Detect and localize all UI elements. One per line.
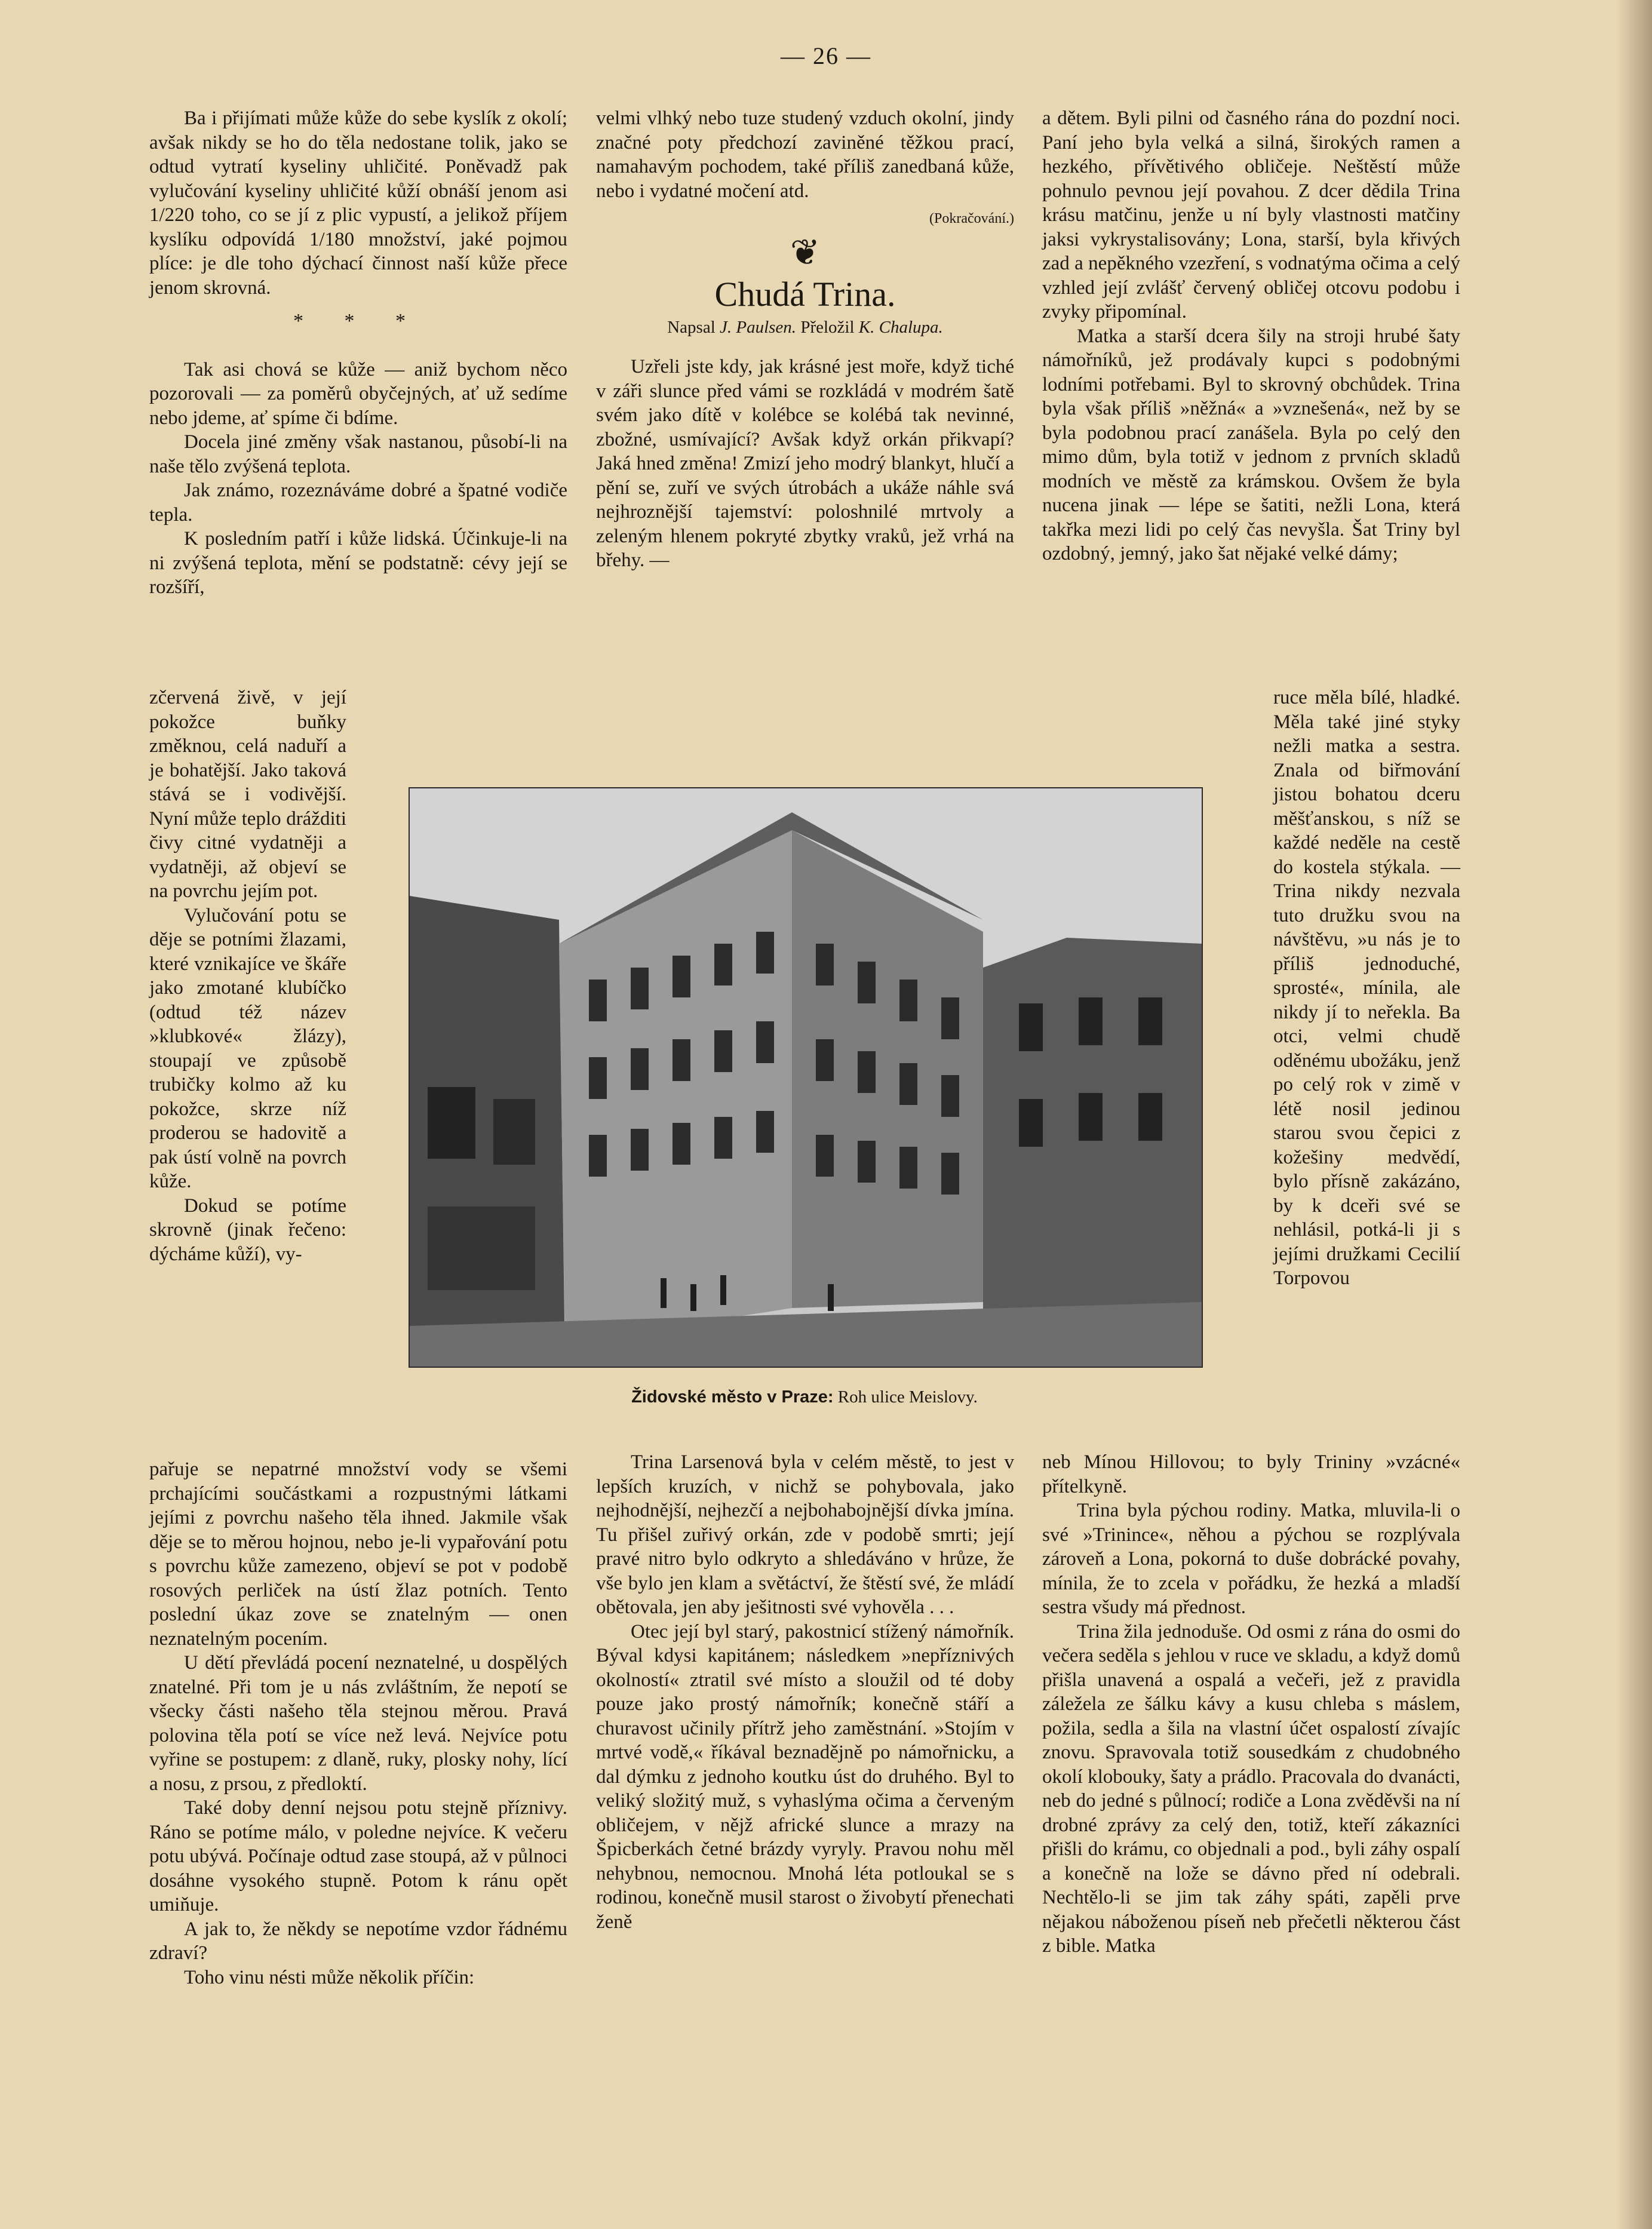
page-number: — 26 — bbox=[781, 42, 871, 69]
column-1-bottom bbox=[149, 1457, 567, 1989]
caption-text: Roh ulice Meislovy. bbox=[837, 1387, 978, 1407]
street-photo-illustration bbox=[410, 788, 1202, 1367]
translator-name: K. Chalupa. bbox=[858, 317, 943, 337]
column-2-top bbox=[596, 106, 1014, 573]
story-title: Chudá Trina. bbox=[714, 275, 896, 314]
paragraph: pařuje se nepatrné množství vody se všemi prchajícími součástkami a rozpustnými látkami jejími z povrchu našeho těla ihned. Jakmile však děje se to měrou hojnou, nebo je-li vypařování potu s povrchu kůže zamezeno, objeví se pot v podobě rosových perliček na ústí žlaz potních. Tento poslední úkaz zove se znatelným — onen neznatelným pocením. bbox=[149, 1459, 567, 1650]
paragraph: Trina žila jednoduše. Od osmi z rána do osmi do večera seděla s jehlou v ruce ve skladu, a když domů přišla unavená a ospalá a večeři, jež z pravidla záležela ze šálku kávy a kusu chleba s máslem, požila, sedla a šila na vlastní účet ospalostí zívajíc znovu. Spravovala totiž sousedkám z chudobného okolí klobouky, šaty a prádlo. Pracovala do dvanácti, neb do jedné s půlnocí; rodiče a Lona zvěděvši na ní drobné zprávy za celý den, totiž, kteří zákazníci přišli do krámu, co objednali a pod., byli záhy ospalí a konečně na lože se dávno před ní odebrali. Nechtělo-li se jim tak záhy spáti, zapěli prve nějakou náboženou píseň neb přečetli některou část z bible. Matka bbox=[1042, 1620, 1460, 1957]
paragraph: Jak známo, rozeznáváme dobré a špatné vodiče tepla. bbox=[149, 480, 567, 526]
caption-title: Židovské město v Praze: bbox=[631, 1387, 834, 1407]
paragraph: Vylučování potu se děje se potními žlazami, které vznikajíce ve škáře jako zmotané klubíčko (odtud též název »klubkové« žlázy), stoupají ve způsobě trubičky kolmo až ku pokožce, skrze níž proderou se hadovitě a pak ústí volně na povrch kůže. bbox=[149, 904, 346, 1192]
paragraph: Trina Larsenová byla v celém městě, to jest v lepších kruzích, v nichž se pohybovala, jako nejhodnější, nejhezčí a nejbohabojnější dívka jmína. Tu přišel zuřivý orkán, zde v podobě smrti; její pravé nitro bylo odkryto a shledáváno v hrůze, že vše bylo jen klam a světáctví, že štěstí své, že mládí obětovala, jen aby ješitnosti své vyhověla . . . bbox=[596, 1451, 1014, 1618]
story-byline bbox=[596, 315, 1014, 340]
paragraph: Docela jiné změny však nastanou, působí-li na naše tělo zvýšená teplota. bbox=[149, 431, 567, 477]
paragraph: Otec její byl starý, pakostnicí stížený námořník. Býval kdysi kapitánem; následkem »nepříznivých okolností« ztratil své místo a sloužil od té doby pouze jako prostý námořník; konečně stáří a churavost učinily přítrž jeho zaměstnání. »Stojím v mrtvé vodě,« říkával beznadějně po námořnicku, a dal dýmku z jednoho koutku úst do druhého. Byl to veliký složitý muž, s vyhaslýma očima a červeným obličejem, v nějž africké slunce a mrazy na Špicberkách četné brázdy vyryly. Pravou nohu měl nehybnou, nemocnou. Mnohá léta potloukal se s rodinou, konečně musil starost o živobytí přenechati ženě bbox=[596, 1620, 1014, 1933]
paragraph: Tak asi chová se kůže — aniž bychom něco pozorovali — za poměrů obyčejných, ať už sedíme nebo jdeme, ať spíme či bdíme. bbox=[149, 358, 567, 429]
column-2-bottom bbox=[596, 1450, 1014, 1934]
paragraph: A jak to, že někdy se nepotíme vzdor řádnému zdraví? bbox=[149, 1918, 567, 1964]
paragraph: zčervená živě, v její pokožce buňky změknou, celá naduří a je bohatější. Jako taková stává se i vodivější. Nyní může teplo drážditi čivy citné vydatněji a vydatněji, až objeví se na povrchu jejím pot. bbox=[149, 687, 346, 902]
column-1-narrow bbox=[149, 686, 346, 1266]
paragraph: Dokud se potíme skrovně (jinak řečeno: dýcháme kůží), vy- bbox=[149, 1195, 346, 1265]
paragraph: velmi vlhký nebo tuze studený vzduch okolní, jindy značné poty předchozí zaviněné těžkou prací, namahavým pochodem, také příliš zanedbaná kůže, nebo i vydatné močení atd. bbox=[596, 108, 1014, 202]
vine-ornament-icon: ❦ bbox=[790, 232, 821, 272]
column-3-narrow bbox=[1273, 686, 1460, 1291]
paragraph: Uzřeli jste kdy, jak krásné jest moře, když tiché v záři slunce před vámi se rozkládá v modrém šatě svém jako dítě v kolébce se kolébá tak nevinné, zbožné, usmívající? Avšak když orkán přikvapí? Jaká hned změna! Zmizí jeho modrý blankyt, hlučí a pění se, zuří ve svých útrobách a ukáže náhle svá nejhroznější tajemství: poloshnilé mrtvoly a zeleným hlenem pokryté zbytky vraků, jež vrhá na břehy. — bbox=[596, 356, 1014, 571]
column-3-top bbox=[1042, 106, 1460, 566]
paragraph: ruce měla bílé, hladké. Měla také jiné styky nežli matka a sestra. Znala od biřmování jistou bohatou dceru měšťanskou, s níž se každé neděle na cestě do kostela stýkala. — Trina nikdy nezvala tuto družku svou na návštěvu, »u nás je to příliš jednoduché, sprosté«, mínila, ale nikdy jí to neřekla. Ba otci, velmi chudě oděnému ubožáku, jenž po celý rok v zimě v létě nosil jedinou starou svou čepici z kožešiny medvědí, bylo přísně zakázáno, by k dceři své se nehlásil, potká-li ji s jejími družkami Cecilií Torpovou bbox=[1273, 687, 1460, 1289]
paragraph: Také doby denní nejsou potu stejně příznivy. Ráno se potíme málo, v poledne nejvíce. K večeru potu ubývá. Počínaje odtud zase stoupá, až v půlnoci dosáhne vysokého stupně. Potom k ránu opět umiňuje. bbox=[149, 1797, 567, 1915]
paragraph: Ba i přijímati může kůže do sebe kyslík z okolí; avšak nikdy se ho do těla nedostane tolik, jako se odtud vytratí kyseliny uhličité. Poněvadž pak vylučování kyseliny uhličité kůží obnáší jenom asi 1/220 toho, co se jí z plic vypustí, a jelikož příjem kyslíku odpovídá 1/180 množství, jaké pojmou plíce: je dle toho dýchací činnost naší kůže přece jenom skrovná. bbox=[149, 108, 567, 299]
photo-caption bbox=[409, 1387, 1200, 1407]
street-photo bbox=[409, 787, 1203, 1368]
paragraph: K posledním patří i kůže lidská. Účinkuje-li na ni zvýšená teplota, mění se podstatně: cévy její se rozšíří, bbox=[149, 528, 567, 598]
continuation-note: (Pokračování.) bbox=[929, 211, 1014, 226]
paragraph: neb Mínou Hillovou; to byly Trininy »vzácné« přítelkyně. bbox=[1042, 1451, 1460, 1497]
byline-prefix: Napsal bbox=[667, 317, 716, 337]
page-edge-shadow bbox=[1616, 0, 1652, 2229]
column-1-top bbox=[149, 106, 567, 600]
paragraph: a dětem. Byli pilni od časného rána do pozdní noci. Paní jeho byla velká a silná, širokých ramen a hezkého, přívětivého obličeje. Neštěstí může pohnulo pevnou její povahou. Z dcer dědila Trina krásu matčinu, jenže u ní byly vlastnosti matčiny jaksi vykrystalisovány; Lona, starší, byla křivých zad a nepěkného vzezření, s vodnatýma očima a celý vzhled její zvlášť červený obličej otcovu podobu i zvyky připomínal. bbox=[1042, 108, 1460, 323]
section-separator: * * * bbox=[293, 310, 423, 332]
column-3-bottom bbox=[1042, 1450, 1460, 1958]
paragraph: Trina byla pýchou rodiny. Matka, mluvila-li o své »Trinince«, něhou a pýchou se rozplývala zároveň a Lona, pokorná to duše dobrácké povahy, mínila, že to zcela v pořádku, že hezká a mladší sestra všudy má přednost. bbox=[1042, 1500, 1460, 1618]
author-name: J. Paulsen. bbox=[720, 317, 797, 337]
paragraph: Toho vinu nésti může několik příčin: bbox=[184, 1966, 475, 1988]
paragraph: Matka a starší dcera šily na stroji hrubé šaty námořníků, jež prodávaly kupci s podobnými lodními potřebami. Byl to skrovný obchůdek. Trina byla však příliš »něžná« a »vznešená«, než by se byla podobnou prací zanášela. Byla po celý den mimo dům, byla totiž v jednom z prvních skladů modních ve městě za krámskou. Ovšem že byla nucena jinak — lépe se šatiti, nežli Lona, která takřka mezi lidi po celý čas nevyšla. Šat Triny byl ozdobný, jemný, jako šat nějaké velké dámy; bbox=[1042, 325, 1460, 564]
paragraph: U dětí převládá pocení neznatelné, u dospělých znatelné. Při tom je u nás zvláštním, že nepotí se všecky části našeho těla stejnou měrou. Pravá polovina těla potí se více než levá. Nejvíce potu vyřine se postupem: z dlaně, ruky, plosky nohy, lící a nosu, z prsou, z předloktí. bbox=[149, 1652, 567, 1795]
translator-prefix: Přeložil bbox=[800, 317, 855, 337]
